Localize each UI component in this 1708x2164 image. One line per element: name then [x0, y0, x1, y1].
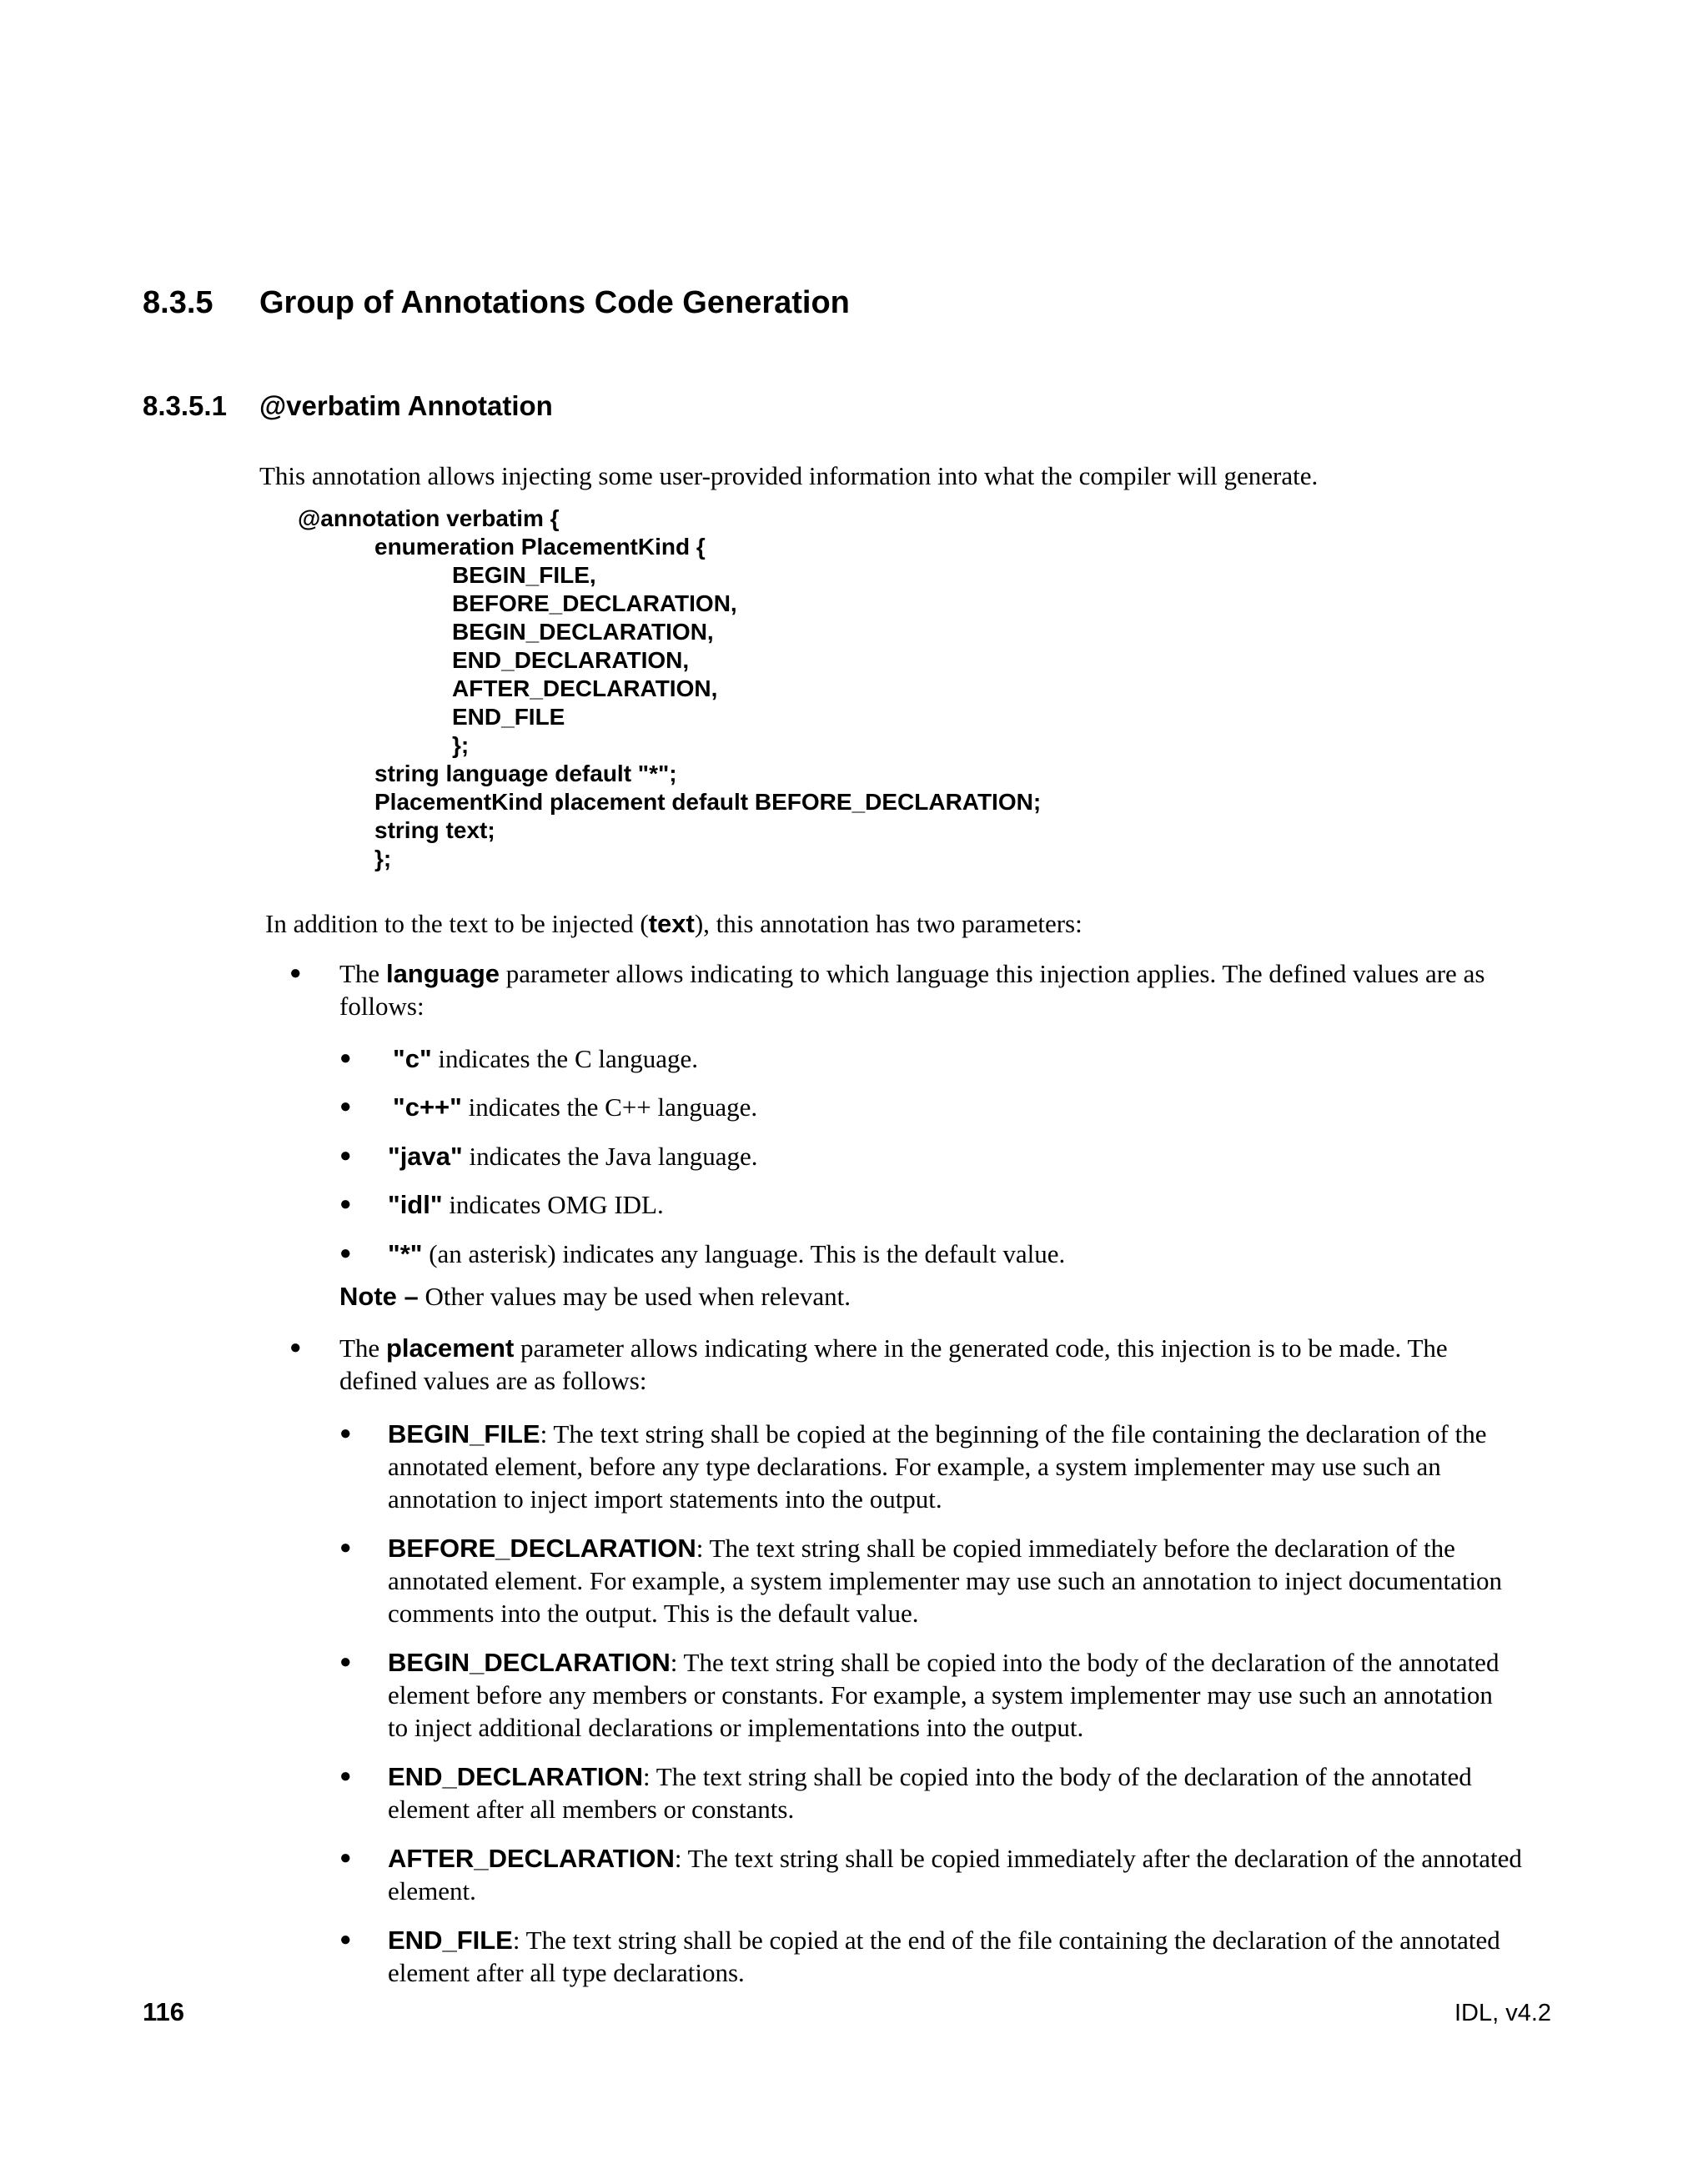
code-line: string language default "*"; [374, 761, 677, 786]
code-line: enumeration PlacementKind { [374, 534, 706, 560]
language-value-item: "c++" indicates the C++ language. [393, 1092, 758, 1122]
note-label: Note – [339, 1282, 419, 1311]
bullet-dot: ● [339, 1537, 352, 1559]
code-line: @annotation verbatim { [298, 505, 560, 531]
subsection-number: 8.3.5.1 [143, 390, 227, 421]
code-line: BEFORE_DECLARATION, [452, 590, 737, 616]
code-line: string text; [374, 817, 495, 843]
placement-value-item: BEFORE_DECLARATION: The text string shall be copied immediately before the declaration of the annotated element. For example, a system implementer may use such an annotation to inject documentation comments into the output. This is the default value. [388, 1534, 1503, 1628]
placement-value-item: END_DECLARATION: The text string shall be copied into the body of the declaration of the annotated element after all members or constants. [388, 1762, 1472, 1824]
code-line: PlacementKind placement default BEFORE_DECLARATION; [374, 789, 1042, 815]
section-title: Group of Annotations Code Generation [259, 285, 850, 320]
placement-value-item: AFTER_DECLARATION: The text string shall be copied immediately after the declaration of the annotated element. [388, 1844, 1522, 1905]
placement-value-item: BEGIN_FILE: The text string shall be copied at the beginning of the file containing the declaration of the annotated element, before any type declarations. For example, a system implementer may use such an annotation to inject import statements into the output. [388, 1419, 1487, 1514]
section-heading [143, 285, 850, 321]
bullet-dot: ● [339, 1145, 352, 1167]
params-intro: In addition to the text to be injected (text), this annotation has two parameters: [265, 909, 1083, 938]
language-value-item: "c" indicates the C language. [393, 1044, 699, 1073]
bullet-dot: ● [339, 1929, 352, 1951]
bullet-dot: ● [339, 1047, 352, 1069]
code-line: }; [452, 732, 470, 758]
bullet-dot: ● [339, 1193, 352, 1215]
placement-keyword: placement [385, 1333, 515, 1363]
subsection-title: @verbatim Annotation [259, 390, 553, 421]
document-version: IDL, v4.2 [1454, 2000, 1552, 2026]
language-value-item: "idl" indicates OMG IDL. [388, 1190, 664, 1219]
bullet-dot: ● [339, 1765, 352, 1787]
code-line: END_DECLARATION, [452, 647, 690, 673]
placement-value-item: END_FILE: The text string shall be copied at the end of the file containing the declaration of the annotated element after all type declarations. [388, 1926, 1500, 1987]
code-line: AFTER_DECLARATION, [452, 675, 718, 701]
bullet-dot: ● [339, 1096, 352, 1117]
bullet-dot: ● [339, 1847, 352, 1869]
subsection-heading [143, 390, 553, 422]
code-line: }; [374, 846, 392, 871]
bullet-dot: ● [289, 962, 302, 984]
language-keyword: language [385, 959, 500, 988]
page-number: 116 [143, 1997, 185, 2026]
language-value-item: "java" indicates the Java language. [388, 1142, 758, 1171]
bullet-dot: ● [339, 1651, 352, 1673]
section-number: 8.3.5 [143, 285, 214, 320]
intro-paragraph: This annotation allows injecting some user-provided information into what the compiler will generate. [259, 461, 1319, 490]
text-keyword: text [648, 909, 695, 938]
bullet-dot: ● [339, 1243, 352, 1264]
code-line: BEGIN_FILE, [452, 562, 596, 588]
note: Note – Other values may be used when relevant. [339, 1282, 851, 1311]
code-line: END_FILE [452, 704, 565, 730]
bullet-dot: ● [289, 1337, 302, 1358]
language-value-item: "*" (an asterisk) indicates any language. This is the default value. [388, 1239, 1066, 1268]
bullet-dot: ● [339, 1423, 352, 1444]
code-line: BEGIN_DECLARATION, [452, 619, 714, 645]
placement-value-item: BEGIN_DECLARATION: The text string shall be copied into the body of the declaration of the annotated element before any members or constants. For example, a system implementer may use such an annotation to inject additional declarations or implementations into the output. [388, 1648, 1500, 1742]
placement-bullet: The placement parameter allows indicating where in the generated code, this injection is to be made. The defined values are as follows: [339, 1333, 1448, 1395]
language-bullet: The language parameter allows indicating to which language this injection applies. The defined values are as follows: [339, 959, 1485, 1021]
